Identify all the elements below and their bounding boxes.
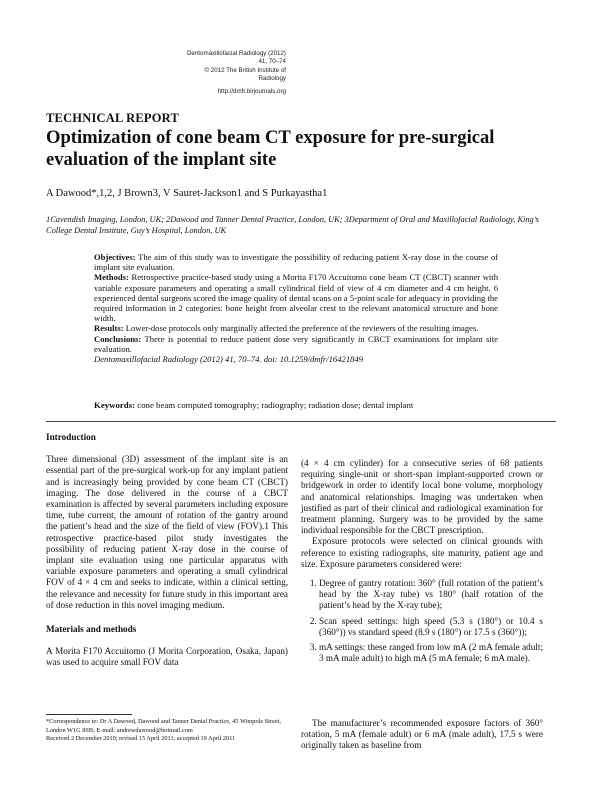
keywords — [94, 400, 514, 410]
intro-paragraph: Three dimensional (3D) assessment of the implant site is an essential part of the pre-surgical work-up for any implant patient and is increasingly being provided by cone beam CT (CBCT) imaging. The dose delivered in the course of a CBCT examination is affected by several parameters including exposure time, tube current, the amount of rotation of the gantry around the patient’s head and the size of the field of view (FOV).1 This retrospective practice-based pilot study investigates the possibility of reducing patient X-ray dose in the course of implant site evaluation using one particular apparatus with variable exposure parameters and operating a small cylindrical FOV of 4 × 4 cm and seeks to indicate, within a clinical setting, the relevance and necessity for future study in this important area of dose reduction in this novel imaging medium. — [46, 454, 288, 610]
received-dates: Received 2 December 2010; revised 15 April 2011; accepted 19 April 2011 — [46, 735, 236, 743]
results-label: Results: — [94, 323, 124, 334]
exposure-parameter-list — [301, 578, 543, 664]
list-item: 1. Degree of gantry rotation: 360° (full rotation of the patient’s head by the X-ray tube) vs 180° (half rotation of the patient’s head by the X-ray tube); — [319, 578, 543, 612]
footnote-rule — [46, 714, 132, 715]
results-text: Lower-dose protocols only marginally affected the preference of the reviewers of the resulting images. — [125, 323, 479, 334]
methods-text: Retrospective practice-based study using a Morita F170 Accuitomo cone beam CT (CBCT) scanner with variable exposure parameters and operating a small cylindrical field of view of 4 cm diameter and 4 cm height. 6 experienced dental surgeons scored the image quality of dental scans on a 5-point scale for adequacy in providing the required information in 2 categories: bone height from alveolar crest to the relevant anatomical structure and bone width. — [94, 272, 498, 324]
section-divider — [46, 421, 556, 422]
journal-url-link[interactable]: http://dmfr.birjournals.org — [217, 88, 286, 96]
abstract — [94, 252, 498, 364]
journal-citation-line: Dentomaxillofacial Radiology (2012) 41, 70–74 — [186, 50, 286, 66]
intro-heading: Introduction — [46, 432, 96, 442]
footnote — [46, 718, 291, 744]
affiliations: 1Cavendish Imaging, London, UK; 2Dawood and Tanner Dental Practice, London, UK; 3Department of Oral and Maxillofacial Radiology, King’s College Dental Institute, Guy’s Hospital, London, UK — [46, 215, 539, 235]
abstract-methods — [94, 272, 498, 323]
journal-header — [180, 50, 286, 96]
right-paragraph-2: Exposure protocols were selected on clinical grounds with reference to existing radiographs, site maturity, patient age and size. Exposure parameters considered were: — [301, 536, 543, 569]
conclusions-text: There is potential to reduce patient dose very significantly in CBCT examinations for implant site evaluation. — [94, 333, 498, 354]
section-label: TECHNICAL REPORT — [46, 111, 179, 125]
objectives-text: The aim of this study was to investigate the possibility of reducing patient X-ray dose in the course of implant site evaluation. — [94, 252, 498, 273]
methods-heading: Materials and methods — [46, 624, 137, 635]
methods-label: Methods: — [94, 272, 129, 283]
keywords-text: cone beam computed tomography; radiography; radiation dose; dental implant — [137, 400, 414, 410]
objectives-label: Objectives: — [94, 252, 136, 262]
abstract-citation — [94, 354, 498, 364]
list-item: 2. Scan speed settings: high speed (5.3 s (180°) or 10.4 s (360°)) vs standard speed (8.9 s (180°) or 17.5 s (360°)); — [319, 616, 543, 638]
abstract-results — [94, 323, 498, 333]
paper-title: Optimization of cone beam CT exposure for pre-surgical evaluation of the implant site — [46, 127, 495, 170]
right-column — [301, 458, 543, 668]
right-paragraph-3: The manufacturer’s recommended exposure factors of 360° rotation, 5 mA (female adult) or 6 mA (male adult), 17.5 s were originally taken as baseline from — [301, 718, 543, 751]
conclusions-label: Conclusions: — [94, 333, 142, 344]
correspondence-note: *Correspondence to: Dr A Dawood, Dawood and Tanner Dental Practice, 45 Wimpole Street, London W1G 8SB; E-mail: andrewdawood@hotmail.com — [46, 718, 281, 734]
methods-paragraph: A Morita F170 Accuitomo (J Morita Corporation, Osaka, Japan) was used to acquire small FOV data — [46, 646, 288, 668]
author-list: A Dawood*,1,2, J Brown3, V Sauret-Jackson1 and S Purkayastha1 — [46, 188, 328, 199]
citation-text: Dentomaxillofacial Radiology (2012) 41, 70–74. doi: 10.1259/dmfr/16421849 — [94, 354, 364, 365]
keywords-label: Keywords: — [94, 400, 136, 410]
abstract-objectives — [94, 252, 498, 272]
list-item: 3. mA settings: these ranged from low mA (2 mA female adult; 3 mA male adult) to high mA (5 mA female; 6 mA male). — [319, 642, 543, 664]
abstract-conclusions — [94, 334, 498, 354]
copyright-line: © 2012 The British Institute of Radiology — [204, 66, 286, 82]
right-paragraph-1: (4 × 4 cm cylinder) for a consecutive series of 68 patients requiring single-unit or short-span implant-supported crown or bridgework in order to identify local bone volume, morphology and anatomical relationships. Imaging was undertaken when justified as part of their clinical and radiological examination for treatment planning. Surgery was to be provided by the same individual responsible for the CBCT prescription. — [301, 458, 543, 536]
left-column — [46, 432, 288, 669]
